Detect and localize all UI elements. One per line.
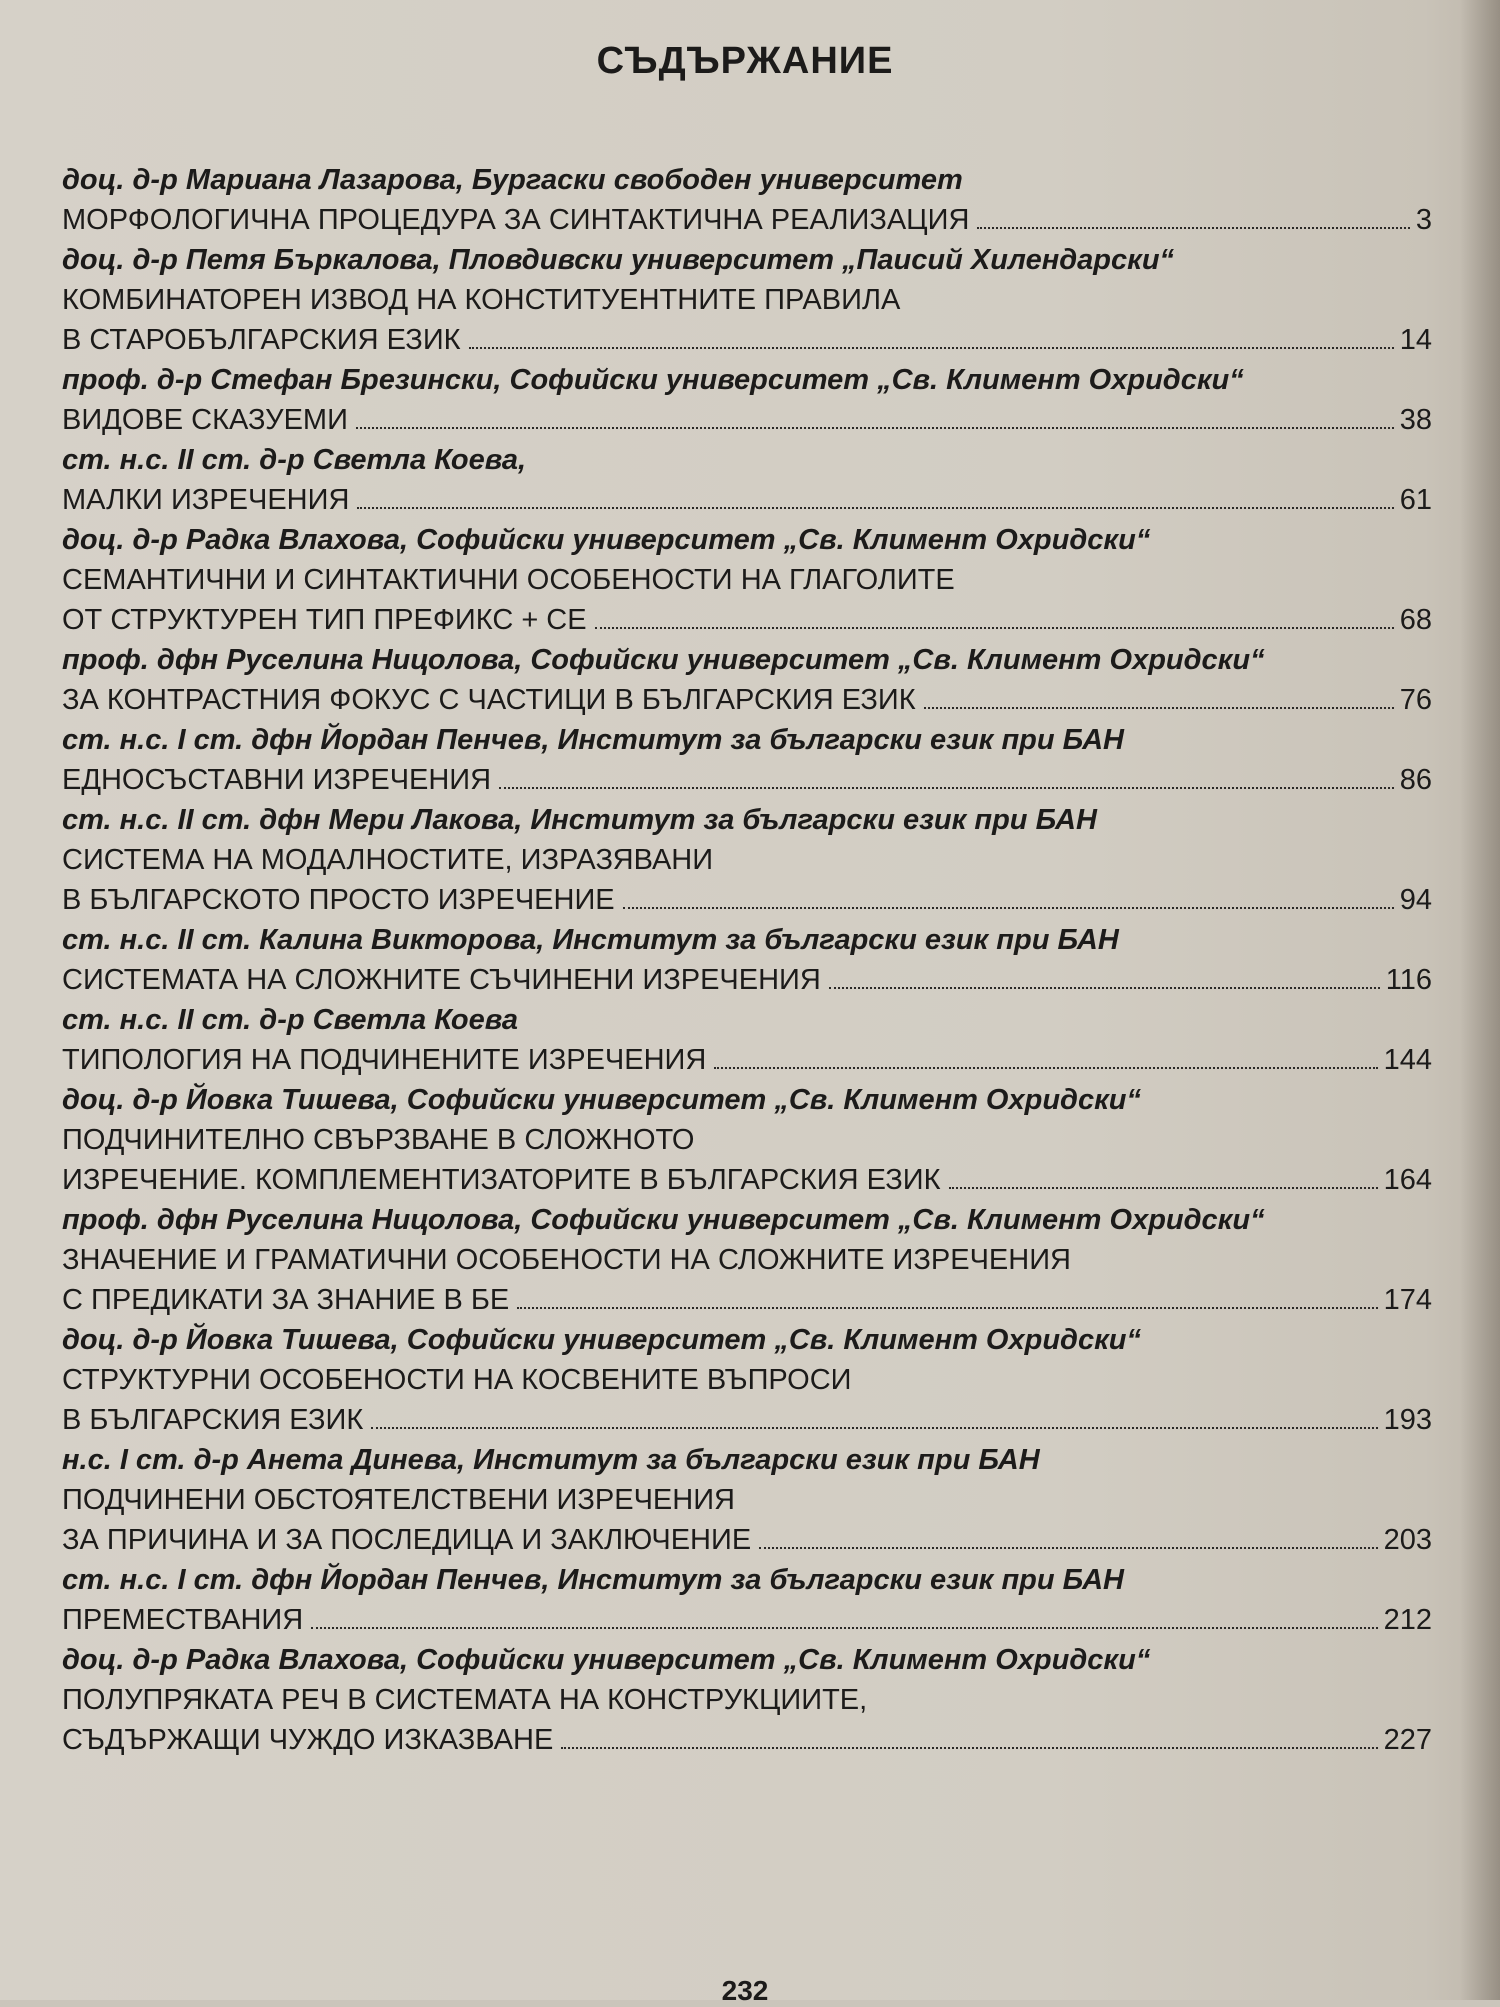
toc-entry (62, 720, 1432, 800)
toc-entry (62, 520, 1432, 640)
toc-entry-author: проф. дфн Руселина Ницолова, Софийски университет „Св. Климент Охридски“ (62, 1204, 1265, 1236)
dot-leader (311, 1627, 1377, 1629)
toc-entry-page-number: 144 (1383, 1044, 1432, 1076)
toc-entry (62, 640, 1432, 720)
toc-entry (62, 360, 1432, 440)
toc-entry (62, 440, 1432, 520)
toc-entry-title-line (62, 600, 1432, 640)
toc-entry-title-line (62, 480, 1432, 520)
toc-entry-title-line: ПОДЧИНЕНИ ОБСТОЯТЕЛСТВЕНИ ИЗРЕЧЕНИЯ (62, 1484, 735, 1516)
toc-entry (62, 1000, 1432, 1080)
toc-entry-title-line (62, 320, 1432, 360)
toc-entry-title-line (62, 680, 1432, 720)
toc-entry-author: ст. н.с. II ст. Калина Викторова, Институт за български език при БАН (62, 924, 1119, 956)
page-title: СЪДЪРЖАНИЕ (596, 40, 894, 82)
toc-entry-title-text: ЕДНОСЪСТАВНИ ИЗРЕЧЕНИЯ (62, 764, 492, 796)
toc-entry-page-number: 61 (1399, 484, 1432, 516)
dot-leader (517, 1307, 1377, 1309)
toc-entry-author: доц. д-р Мариана Лазарова, Бургаски свободен университет (62, 164, 963, 196)
toc-entry-title-text: В СТАРОБЪЛГАРСКИЯ ЕЗИК (62, 324, 461, 356)
dot-leader (469, 347, 1394, 349)
toc-entry (62, 800, 1432, 920)
toc-entry-author: проф. дфн Руселина Ницолова, Софийски университет „Св. Климент Охридски“ (62, 644, 1265, 676)
page-gutter-shadow (1460, 0, 1500, 2000)
dot-leader (714, 1067, 1377, 1069)
dot-leader (371, 1427, 1377, 1429)
toc-entry-author: проф. д-р Стефан Брезински, Софийски университет „Св. Климент Охридски“ (62, 364, 1244, 396)
toc-entry-author: доц. д-р Радка Влахова, Софийски университет „Св. Климент Охридски“ (62, 1644, 1151, 1676)
toc-entry-author: н.с. I ст. д-р Анета Динева, Институт за български език при БАН (62, 1444, 1040, 1476)
dot-leader (499, 787, 1394, 789)
toc-entry-title-text: ЗА ПРИЧИНА И ЗА ПОСЛЕДИЦА И ЗАКЛЮЧЕНИЕ (62, 1524, 752, 1556)
toc-entry-page-number: 227 (1383, 1724, 1432, 1756)
toc-entry (62, 920, 1432, 1000)
toc-entry-title-line (62, 1040, 1432, 1080)
toc-entry-title-text: С ПРЕДИКАТИ ЗА ЗНАНИЕ В БЕ (62, 1284, 510, 1316)
table-of-contents (62, 160, 1432, 1760)
toc-entry-title-line (62, 400, 1432, 440)
dot-leader (924, 707, 1394, 709)
dot-leader (623, 907, 1394, 909)
toc-entry-title-line: СИСТЕМА НА МОДАЛНОСТИТЕ, ИЗРАЗЯВАНИ (62, 844, 714, 876)
toc-entry-title-line (62, 880, 1432, 920)
toc-entry-page-number: 174 (1383, 1284, 1432, 1316)
toc-entry-page-number: 94 (1399, 884, 1432, 916)
dot-leader (829, 987, 1380, 989)
toc-entry-title-line: СЕМАНТИЧНИ И СИНТАКТИЧНИ ОСОБЕНОСТИ НА ГЛАГОЛИТЕ (62, 564, 955, 596)
toc-entry-title-line (62, 760, 1432, 800)
dot-leader (949, 1187, 1378, 1189)
toc-entry-author: ст. н.с. I ст. дфн Йордан Пенчев, Институт за български език при БАН (62, 724, 1124, 756)
toc-entry-title-line: КОМБИНАТОРЕН ИЗВОД НА КОНСТИТУЕНТНИТЕ ПРАВИЛА (62, 284, 901, 316)
toc-entry-title-text: СЪДЪРЖАЩИ ЧУЖДО ИЗКАЗВАНЕ (62, 1724, 554, 1756)
toc-entry-title-line (62, 1600, 1432, 1640)
toc-entry-title-line (62, 200, 1432, 240)
toc-entry-title-line (62, 1280, 1432, 1320)
toc-entry (62, 240, 1432, 360)
toc-entry-author: ст. н.с. I ст. дфн Йордан Пенчев, Институт за български език при БАН (62, 1564, 1124, 1596)
toc-entry-page-number: 86 (1399, 764, 1432, 796)
toc-entry-author: ст. н.с. II ст. д-р Светла Коева (62, 1004, 518, 1036)
page-number: 232 (721, 1975, 769, 2006)
dot-leader (561, 1747, 1377, 1749)
dot-leader (595, 627, 1394, 629)
toc-entry-page-number: 212 (1383, 1604, 1432, 1636)
toc-entry-title-line: СТРУКТУРНИ ОСОБЕНОСТИ НА КОСВЕНИТЕ ВЪПРОСИ (62, 1364, 852, 1396)
toc-entry-title-line: ПОЛУПРЯКАТА РЕЧ В СИСТЕМАТА НА КОНСТРУКЦИИТЕ, (62, 1684, 868, 1716)
dot-leader (357, 507, 1393, 509)
dot-leader (759, 1547, 1377, 1549)
toc-entry-title-line (62, 1520, 1432, 1560)
toc-entry-title-text: ВИДОВЕ СКАЗУЕМИ (62, 404, 348, 436)
toc-entry-title-text: МАЛКИ ИЗРЕЧЕНИЯ (62, 484, 350, 516)
toc-entry-author: доц. д-р Радка Влахова, Софийски университет „Св. Климент Охридски“ (62, 524, 1151, 556)
toc-entry-title-text: В БЪЛГАРСКИЯ ЕЗИК (62, 1404, 364, 1436)
toc-entry-page-number: 76 (1399, 684, 1432, 716)
toc-entry-page-number: 193 (1383, 1404, 1432, 1436)
toc-entry (62, 1560, 1432, 1640)
toc-entry (62, 1440, 1432, 1560)
toc-entry-page-number: 3 (1415, 204, 1432, 236)
toc-entry-author: ст. н.с. II ст. д-р Светла Коева, (62, 444, 527, 476)
toc-entry (62, 1080, 1432, 1200)
dot-leader (356, 427, 1394, 429)
toc-entry-title-text: ИЗРЕЧЕНИЕ. КОМПЛЕМЕНТИЗАТОРИТЕ В БЪЛГАРСКИЯ ЕЗИК (62, 1164, 941, 1196)
toc-entry-page-number: 164 (1383, 1164, 1432, 1196)
toc-entry-author: доц. д-р Йовка Тишева, Софийски университет „Св. Климент Охридски“ (62, 1084, 1142, 1116)
toc-entry-title-text: МОРФОЛОГИЧНА ПРОЦЕДУРА ЗА СИНТАКТИЧНА РЕАЛИЗАЦИЯ (62, 204, 970, 236)
toc-entry-title-line (62, 1720, 1432, 1760)
toc-entry (62, 1640, 1432, 1760)
toc-entry-title-line: ПОДЧИНИТЕЛНО СВЪРЗВАНЕ В СЛОЖНОТО (62, 1124, 695, 1156)
toc-entry-title-text: ПРЕМЕСТВАНИЯ (62, 1604, 304, 1636)
toc-entry-author: доц. д-р Петя Бъркалова, Пловдивски университет „Паисий Хилендарски“ (62, 244, 1175, 276)
dot-leader (977, 227, 1409, 229)
toc-entry (62, 160, 1432, 240)
toc-entry-page-number: 38 (1399, 404, 1432, 436)
toc-entry-title-line (62, 960, 1432, 1000)
toc-entry-title-line (62, 1160, 1432, 1200)
toc-entry-title-line (62, 1400, 1432, 1440)
toc-entry-title-text: ЗА КОНТРАСТНИЯ ФОКУС С ЧАСТИЦИ В БЪЛГАРСКИЯ ЕЗИК (62, 684, 916, 716)
toc-entry-title-text: ОТ СТРУКТУРЕН ТИП ПРЕФИКС + СЕ (62, 604, 587, 636)
toc-entry (62, 1200, 1432, 1320)
toc-entry (62, 1320, 1432, 1440)
toc-entry-author: доц. д-р Йовка Тишева, Софийски университет „Св. Климент Охридски“ (62, 1324, 1142, 1356)
toc-entry-page-number: 203 (1383, 1524, 1432, 1556)
toc-entry-author: ст. н.с. II ст. дфн Мери Лакова, Институт за български език при БАН (62, 804, 1097, 836)
toc-entry-title-text: СИСТЕМАТА НА СЛОЖНИТЕ СЪЧИНЕНИ ИЗРЕЧЕНИЯ (62, 964, 821, 996)
toc-entry-page-number: 116 (1385, 964, 1432, 996)
toc-entry-title-text: ТИПОЛОГИЯ НА ПОДЧИНЕНИТЕ ИЗРЕЧЕНИЯ (62, 1044, 707, 1076)
toc-entry-title-text: В БЪЛГАРСКОТО ПРОСТО ИЗРЕЧЕНИЕ (62, 884, 615, 916)
toc-entry-title-line: ЗНАЧЕНИЕ И ГРАМАТИЧНИ ОСОБЕНОСТИ НА СЛОЖНИТЕ ИЗРЕЧЕНИЯ (62, 1244, 1071, 1276)
toc-entry-page-number: 14 (1399, 324, 1432, 356)
toc-entry-page-number: 68 (1399, 604, 1432, 636)
